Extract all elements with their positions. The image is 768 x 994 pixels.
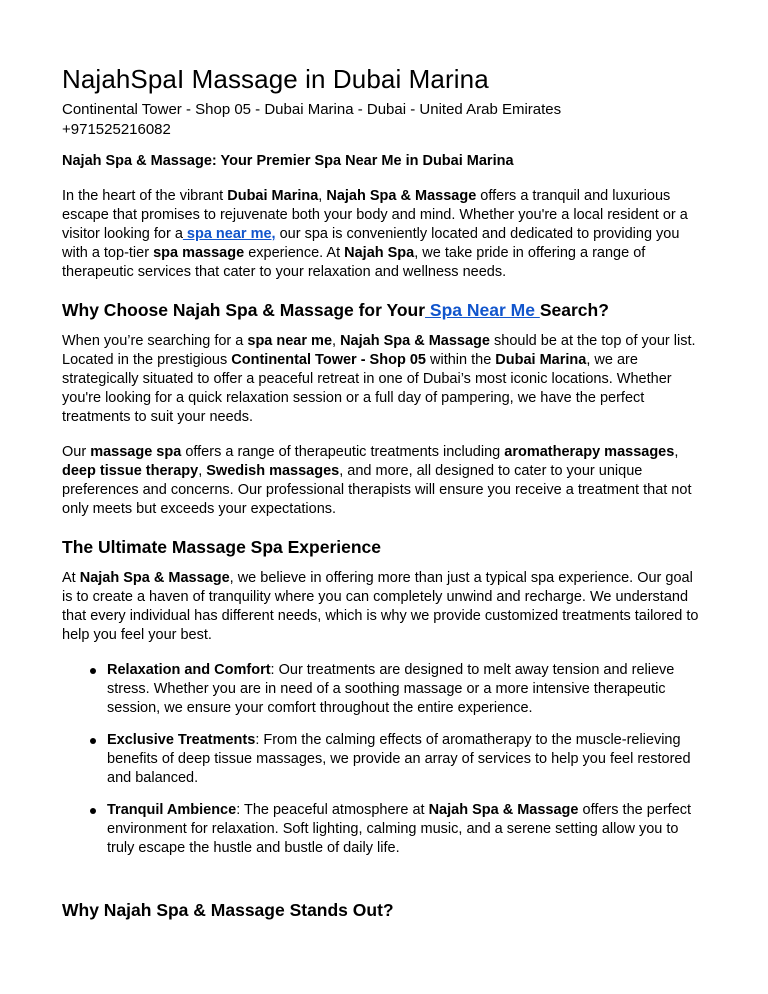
text-run: Exclusive Treatments: [107, 732, 256, 748]
bullet-icon: [90, 808, 96, 814]
text-run: Relaxation and Comfort: [107, 662, 271, 678]
bullet-icon: [90, 738, 96, 744]
text-run: Search?: [539, 300, 609, 320]
page-title: NajahSpaI Massage in Dubai Marina: [62, 64, 489, 94]
text-run: spa massage: [153, 245, 245, 261]
inline-link[interactable]: Spa Near Me: [425, 300, 540, 320]
text-run: : From the calming effects of aromatherapy to the muscle-relieving benefits of deep tissue massages, we provide an array of services to help you feel restored and balanced.: [107, 732, 691, 786]
heading-stands-out: Why Najah Spa & Massage Stands Out?: [62, 900, 394, 920]
treatments-paragraph: [62, 443, 707, 519]
text-run: Najah Spa & Massage: [340, 333, 490, 349]
heading-experience: The Ultimate Massage Spa Experience: [62, 537, 382, 557]
bullet-item-text: [107, 662, 674, 716]
text-run: Najah Spa: [344, 245, 415, 261]
text-run: deep tissue therapy: [62, 463, 199, 479]
text-run: : Our treatments are designed to melt away tension and relieve stress. Whether you are in need of a soothing massage or a more intensive therapeutic session, we ensure your comfort throughout the entire experience.: [107, 662, 675, 716]
text-run: Dubai Marina: [227, 188, 319, 204]
text-run: In the heart of the vibrant: [62, 188, 228, 204]
list-item: [62, 731, 707, 788]
text-run: Najah Spa & Massage: [326, 188, 477, 204]
text-run: At: [62, 570, 80, 586]
text-run: spa near me: [247, 333, 333, 349]
bullet-item-text: [107, 802, 691, 856]
text-run: , we believe in offering more than just a typical spa experience. Our goal is to create a haven of tranquility where you can completely unwind and recharge. We understand that every individual has different needs, which is why we provide customized treatments tailored to help you feel your best.: [62, 570, 699, 643]
bullet-item-text: [107, 732, 691, 786]
feature-list: [62, 661, 707, 858]
text-run: Swedish massages: [206, 463, 340, 479]
list-item: [62, 801, 707, 858]
text-run: Continental Tower - Shop 05: [231, 352, 426, 368]
doc-phone: +971525216082: [62, 121, 171, 138]
heading-why-choose: [62, 298, 707, 322]
experience-paragraph: [62, 569, 707, 645]
text-run: Tranquil Ambience: [107, 802, 237, 818]
inline-link[interactable]: spa near me,: [182, 226, 276, 242]
text-run: Our: [62, 444, 91, 460]
intro-paragraph: [62, 187, 707, 282]
lead-heading: Najah Spa & Massage: Your Premier Spa Near Me in Dubai Marina: [62, 153, 514, 169]
text-run: Najah Spa & Massage: [79, 570, 230, 586]
text-run: , we take pride in offering a range of therapeutic services that cater to your relaxation and wellness needs.: [62, 245, 646, 280]
text-run: our spa is conveniently located and dedicated to providing you with a top-tier: [62, 226, 680, 261]
text-run: ,: [318, 188, 327, 204]
doc-address: Continental Tower - Shop 05 - Dubai Marina - Dubai - United Arab Emirates: [62, 101, 562, 118]
doc-subtitle: [62, 100, 707, 140]
text-run: , and more, all designed to cater to your unique preferences and concerns. Our professional therapists will ensure you receive a treatment that not only meets but exceeds your expectations.: [62, 463, 692, 517]
text-run: offers a range of therapeutic treatments including: [181, 444, 505, 460]
text-run: , we are strategically situated to offer a peaceful retreat in one of Dubai’s most iconic locations. Whether you're looking for a quick relaxation session or a full day of pampering, we have the perfect treatments to suit your needs.: [62, 352, 672, 425]
text-run: When you’re searching for a: [62, 333, 248, 349]
text-run: massage spa: [90, 444, 182, 460]
text-run: Why Choose Najah Spa & Massage for Your: [62, 300, 426, 320]
text-run: should be at the top of your list. Located in the prestigious: [62, 333, 696, 368]
text-run: experience. At: [244, 245, 345, 261]
list-item: [62, 661, 707, 718]
text-run: offers the perfect environment for relaxation. Soft lighting, calming music, and a serene setting allow you to truly escape the hustle and bustle of daily life.: [107, 802, 692, 856]
text-run: Dubai Marina: [495, 352, 587, 368]
why-choose-paragraph: [62, 332, 707, 427]
text-run: within the: [425, 352, 496, 368]
text-run: offers a tranquil and luxurious escape that promises to rejuvenate both your body and mind. Whether you're a local resident or a visitor looking for a: [62, 188, 688, 242]
text-run: ,: [332, 333, 341, 349]
text-run: aromatherapy massages: [504, 444, 675, 460]
text-run: ,: [198, 463, 207, 479]
bullet-icon: [90, 668, 96, 674]
text-run: ,: [674, 444, 679, 460]
text-run: : The peaceful atmosphere at: [236, 802, 429, 818]
text-run: Najah Spa & Massage: [428, 802, 579, 818]
